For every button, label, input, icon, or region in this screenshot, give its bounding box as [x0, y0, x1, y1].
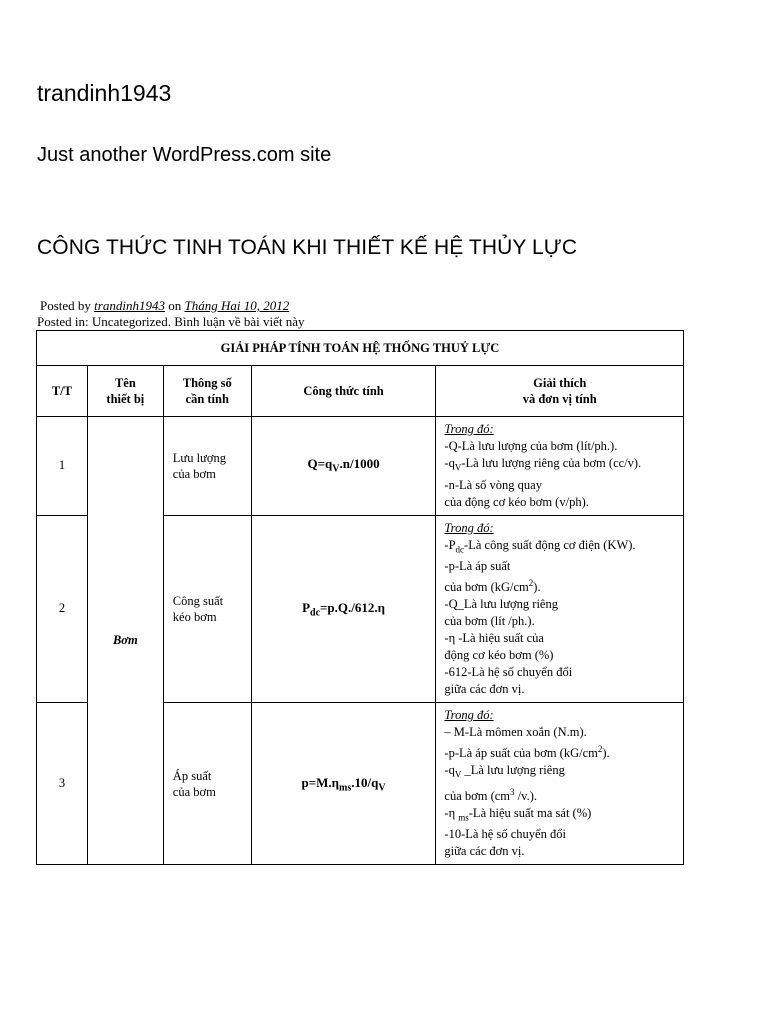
post-meta-category — [37, 314, 305, 329]
author-link[interactable]: trandinh1943 — [94, 298, 165, 313]
header-explanation: Giải thích và đơn vị tính — [436, 366, 684, 417]
comment-link[interactable]: Bình luận về bài viết này — [174, 314, 305, 329]
formula: $P_{dc}=p.Q./612.\eta$ — [251, 515, 436, 703]
row-number: 3 — [37, 703, 88, 865]
post-meta-author — [40, 298, 289, 313]
explanation: Trong đó: $-P_{dc}-Là$ công suất động cơ điện (KW). -p-Là áp suất của bơm $(kG/cm^2)$. -Q_Là lưu lượng riêng của bơm (lít /ph.). -η -Là hiệu suất của động cơ kéo bơm (%) -612-Là hệ số chuyển đổi giữa các đơn vị. — [436, 515, 684, 703]
header-device: Tên thiết bị — [87, 366, 163, 417]
hydraulic-formula-table — [36, 330, 684, 865]
explanation: Trong đó: – M-Là mômen xoắn (N.m). -p-Là áp suất của bơm $(kG/cm^2)$. $-q_V$ _Là lưu lượng riêng của bơm ($cm^3$ /v.). -η $_{ms}$-Là hiệu suất ma sát (%) -10-Là hệ số chuyển đổi giữa các đơn vị. — [436, 703, 684, 865]
header-formula: Công thức tính — [251, 366, 436, 417]
posted-by-label: Posted by — [40, 298, 95, 313]
site-description: Just another WordPress.com site — [37, 144, 332, 166]
table-title: GIẢI PHÁP TÍNH TOÁN HỆ THỐNG THUỶ LỰC — [37, 331, 684, 366]
table-header-row — [37, 366, 684, 417]
category-link[interactable]: Uncategorized — [91, 314, 168, 329]
on-label: on — [164, 298, 185, 313]
header-param: Thông số cần tính — [163, 366, 251, 417]
site-title[interactable]: trandinh1943 — [37, 80, 172, 106]
table-row — [37, 417, 684, 516]
formula: $Q=q_V.n/1000$ — [251, 417, 436, 516]
post-title: CÔNG THỨC TINH TOÁN KHI THIẾT KẾ HỆ THỦY LỰC — [37, 236, 578, 259]
posted-in-label: Posted in: — [37, 314, 92, 329]
formula: $p=M.\eta_{ms}.10/q_V$ — [251, 703, 436, 865]
param-name: Lưu lượng của bơm — [163, 417, 251, 516]
row-number: 2 — [37, 515, 88, 703]
date-link[interactable]: Tháng Hai 10, 2012 — [184, 298, 290, 313]
explanation: Trong đó: -Q-Là lưu lượng của bơm (lít/ph.). $-q_V-Là$ lưu lượng riêng của bơm (cc/v). -n-Là số vòng quay của động cơ kéo bơm (v/ph). — [436, 417, 684, 516]
row-number: 1 — [37, 417, 88, 516]
device-name: Bơm — [87, 417, 163, 865]
param-name: Công suất kéo bơm — [163, 515, 251, 703]
meta-separator: . — [167, 314, 175, 329]
header-tt: T/T — [37, 366, 88, 417]
param-name: Áp suất của bơm — [163, 703, 251, 865]
